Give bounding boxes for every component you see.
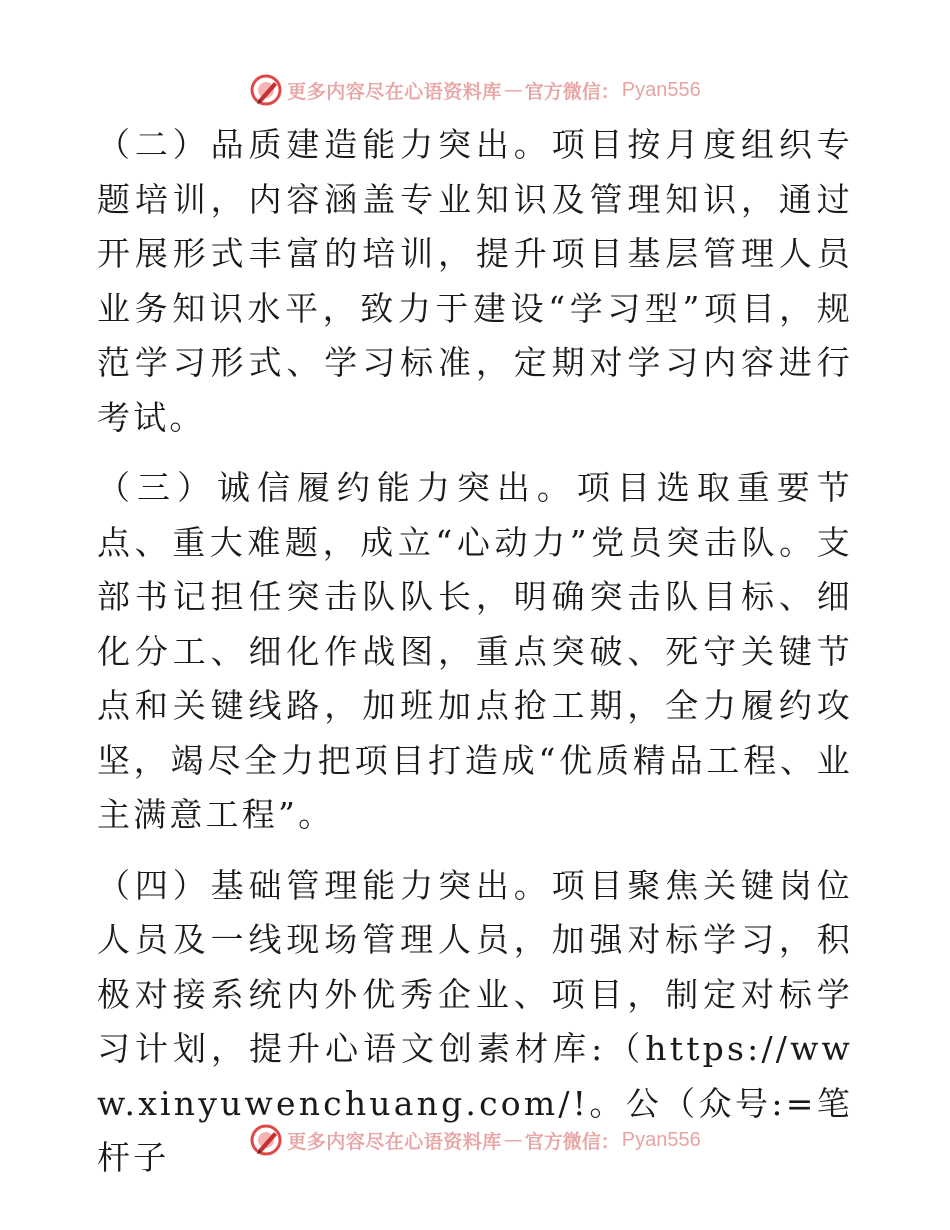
paragraph-quality-construction: （二）品质建造能力突出。项目按月度组织专题培训，内容涵盖专业知识及管理知识，通过开展形式丰富的培训，提升项目基层管理人员业务知识水平，致力于建设“学习型”项目，规范学习形式、学习标准，定期对学习内容进行考试。: [97, 125, 853, 437]
watermark-official-text: 官方微信：: [524, 80, 620, 103]
paragraph-integrity-performance: （三）诚信履约能力突出。项目选取重要节点、重大难题，成立“心动力”党员突击队。支部书记担任突击队队长，明确突击队目标、细化分工、细化作战图，重点突破、死守关键节点和关键线路，加班加点抢工期，全力履约攻坚，竭尽全力把项目打造成“优质精品工程、业主满意工程”。: [97, 468, 853, 834]
paragraph-basic-management: （四）基础管理能力突出。项目聚焦关键岗位人员及一线现场管理人员，加强对标学习，积极对接系统内外优秀企业、项目，制定对标学习计划，提升心语文创素材库:（https://www.xinyuwenchuang.com/!。公（众号:=笔杆子: [97, 865, 853, 1177]
pen-logo-icon: [249, 1123, 283, 1157]
watermark-official-text: 官方微信：: [524, 1130, 620, 1153]
watermark-site-text: 更多内容尽在心语资料库: [287, 80, 502, 103]
watermark-separator: —: [503, 79, 523, 101]
header-watermark: [0, 70, 950, 110]
pen-logo-icon: [249, 73, 283, 107]
footer-watermark: [0, 1120, 950, 1160]
watermark-wechat-id: Pyan556: [621, 1128, 701, 1151]
watermark-separator: —: [503, 1129, 523, 1151]
watermark-site-text: 更多内容尽在心语资料库: [287, 1130, 502, 1153]
watermark-wechat-id: Pyan556: [621, 78, 701, 101]
document-body: [97, 118, 853, 1186]
